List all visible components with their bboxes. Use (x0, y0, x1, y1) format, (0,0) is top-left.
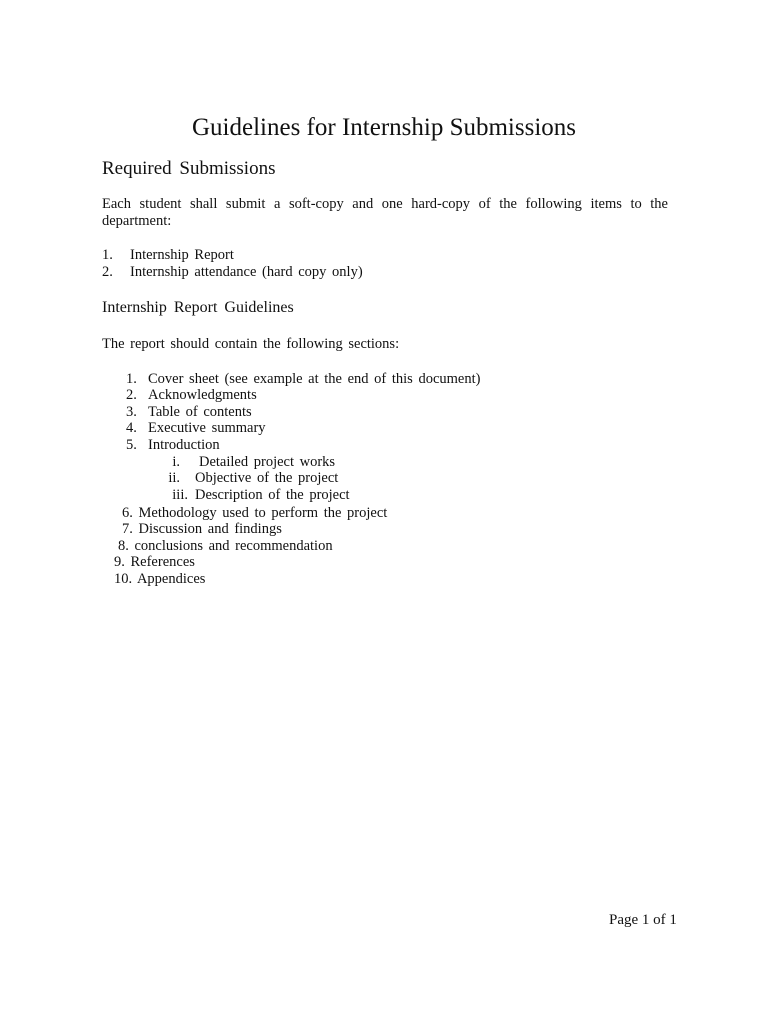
required-item-1 (102, 247, 234, 264)
list-text: Internship attendance (hard copy only) (130, 264, 363, 280)
list-number: 2. (126, 387, 137, 403)
list-number: iii. (172, 487, 188, 503)
list-number: 4. (126, 420, 137, 436)
document-title: Guidelines for Internship Submissions (191, 114, 576, 141)
list-number: 10. (114, 571, 133, 587)
page-number: Page 1 of 1 (609, 912, 677, 928)
subsection-item (150, 487, 350, 504)
section-item (122, 521, 282, 538)
list-number: 5. (126, 437, 137, 453)
list-text: Cover sheet (see example at the end of this document) (148, 371, 481, 387)
list-number: 1. (126, 371, 137, 387)
list-text: Methodology used to perform the project (138, 505, 388, 521)
list-text: conclusions and recommendation (134, 538, 333, 554)
list-text: References (130, 554, 195, 570)
list-number: i. (172, 454, 180, 470)
list-text: Acknowledgments (148, 387, 257, 403)
list-number: 3. (126, 404, 137, 420)
list-number: 6. (122, 505, 133, 521)
list-number: 9. (114, 554, 125, 570)
section-item (126, 404, 252, 421)
required-submissions-heading: Required Submissions (102, 158, 276, 179)
section-item (126, 437, 220, 454)
list-number: 7. (122, 521, 133, 537)
report-intro: The report should contain the following sections: (102, 336, 400, 352)
required-item-2 (102, 264, 363, 281)
list-text: Detailed project works (199, 454, 336, 470)
list-text: Executive summary (148, 420, 266, 436)
list-text: Introduction (148, 437, 220, 453)
required-submissions-paragraph: Each student shall submit a soft-copy and one hard-copy of the following items to the department: (102, 196, 668, 229)
list-number: 1. (102, 247, 113, 263)
list-text: Table of contents (148, 404, 252, 420)
list-text: Internship Report (130, 247, 234, 263)
list-text: Appendices (136, 571, 206, 587)
list-number: 8. (118, 538, 129, 554)
section-item (118, 538, 333, 555)
section-item (126, 420, 266, 437)
subsection-item (150, 454, 335, 471)
section-item (114, 554, 195, 571)
section-item (126, 371, 480, 388)
section-item (122, 505, 387, 522)
subsection-item (150, 470, 338, 487)
list-text: Discussion and findings (138, 521, 282, 537)
report-guidelines-heading: Internship Report Guidelines (102, 299, 294, 316)
section-item (114, 571, 205, 588)
section-item (126, 387, 257, 404)
list-number: ii. (168, 470, 180, 486)
list-text: Objective of the project (195, 470, 339, 486)
list-number: 2. (102, 264, 113, 280)
list-text: Description of the project (195, 487, 350, 503)
